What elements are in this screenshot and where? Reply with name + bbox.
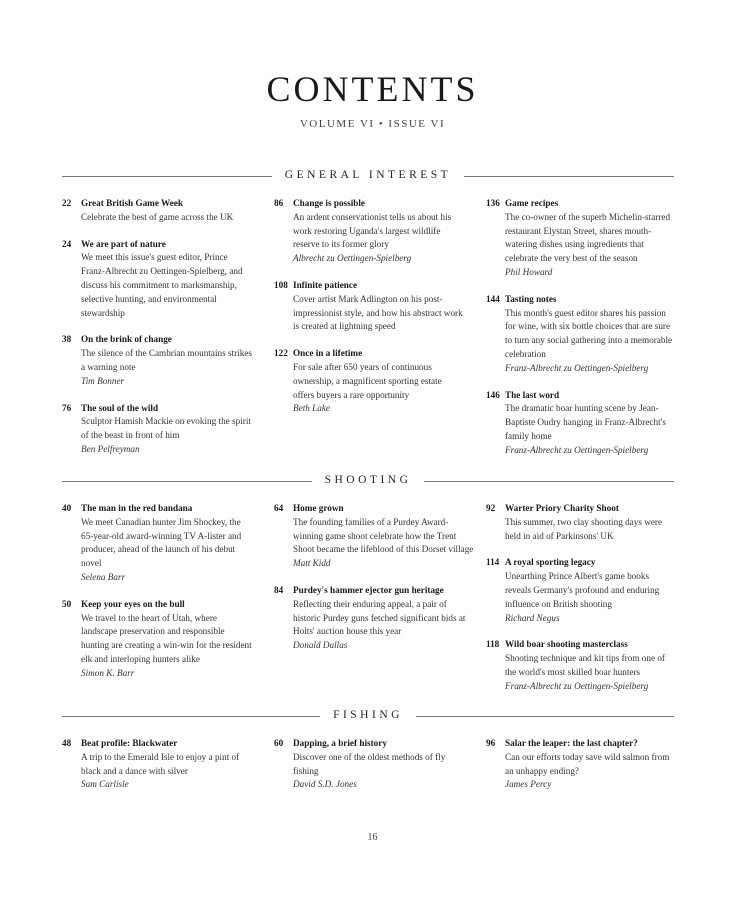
toc-article-description: Sculptor Hamish Mackie on evoking the spirit of the beast in front of him [81, 416, 251, 441]
toc-entry-heading [62, 238, 252, 252]
toc-entry-heading [274, 197, 464, 211]
toc-column [62, 737, 252, 805]
section-fishing [62, 709, 674, 790]
toc-entry-body [486, 402, 674, 457]
toc-entry [274, 737, 464, 792]
toc-entry [274, 347, 464, 416]
toc-page-number: 24 [62, 238, 72, 249]
toc-entry-body [274, 211, 464, 266]
toc-entry-body [486, 307, 674, 376]
toc-article-author: David S.D. Jones [293, 779, 357, 790]
toc-entry [486, 737, 674, 792]
issue-subtitle: VOLUME VI • ISSUE VI [299, 118, 446, 130]
toc-entry-body [274, 598, 474, 653]
toc-entry-body [62, 211, 252, 225]
toc-article-author: Sam Carlisle [81, 779, 129, 790]
toc-article-description: This month's guest editor shares his passion for wine, with six bottle choices that are sure to turn any social gathering into a memorable celebration [505, 307, 673, 359]
toc-page-number: 40 [62, 503, 72, 513]
toc-article-author: James Percy [505, 779, 552, 790]
toc-article-description: Shooting technique and kit tips from one of the world's most skilled boar hunters [505, 653, 665, 677]
toc-page-number: 64 [274, 503, 284, 513]
toc-entry [62, 502, 252, 585]
toc-entry [486, 293, 674, 376]
toc-entry [274, 197, 464, 266]
toc-page-number: 60 [274, 738, 284, 748]
toc-entry-body [62, 751, 252, 792]
toc-column [274, 737, 464, 805]
toc-article-author: Richard Negus [505, 612, 560, 623]
toc-article-author: Phil Howard [505, 266, 553, 277]
toc-article-title: Great British Game Week [81, 198, 183, 208]
toc-entry-heading [62, 333, 252, 347]
toc-column [62, 197, 252, 470]
toc-article-title: Home grown [293, 503, 344, 513]
toc-article-description: Can our efforts today save wild salmon from an unhappy ending? [505, 751, 670, 776]
toc-entry [62, 737, 252, 792]
section-header [62, 169, 674, 183]
toc-entry-body [274, 293, 464, 334]
toc-article-title: On the brink of change [81, 334, 172, 345]
toc-page-number: 48 [62, 738, 72, 748]
toc-article-description: We meet Canadian hunter Jim Shockey, the 65-year-old award-winning TV A-lister and producer, ahead of the launch of his debut novel [81, 516, 242, 569]
toc-article-title: Salar the leaper: the last chapter? [505, 738, 638, 748]
toc-entry-body [62, 612, 252, 681]
toc-article-title: Purdey's hammer ejector gun heritage [293, 584, 444, 595]
toc-article-author: Donald Dallas [293, 640, 348, 651]
toc-column [486, 737, 674, 805]
toc-page-number: 50 [62, 598, 72, 609]
toc-article-author: Tim Bonner [81, 375, 125, 386]
toc-page-number: 118 [486, 639, 500, 650]
toc-article-title: Change is possible [293, 198, 365, 208]
toc-entry-body [62, 251, 252, 320]
toc-entry-body [486, 211, 674, 280]
toc-entry [62, 238, 252, 321]
toc-entry-heading [62, 197, 252, 211]
toc-entry-body [62, 415, 252, 456]
toc-article-author: Beth Lake [293, 403, 330, 414]
toc-entry [62, 598, 252, 681]
toc-page-number: 76 [62, 402, 72, 413]
toc-entry [274, 502, 474, 571]
toc-article-title: The last word [505, 389, 560, 400]
toc-page-number: 146 [486, 389, 500, 400]
toc-article-title: We are part of nature [81, 238, 166, 249]
toc-article-description: Cover artist Mark Adlington on his post-impressionist style, and how his abstract work is created at lightning speed [293, 293, 463, 332]
toc-entry-body [486, 652, 674, 693]
toc-article-title: Game recipes [505, 198, 559, 208]
toc-article-title: Wild boar shooting masterclass [505, 639, 628, 650]
toc-article-description: Unearthing Prince Albert's game books reveals Germany's profound and enduring influence on British shooting [505, 571, 660, 609]
toc-article-title: Warter Priory Charity Shoot [505, 503, 619, 513]
toc-entry-heading [486, 197, 674, 211]
toc-entry-heading [486, 556, 674, 570]
toc-column [274, 197, 464, 429]
toc-article-title: Dapping, a brief history [293, 738, 387, 748]
toc-entry [274, 279, 464, 334]
toc-article-title: Keep your eyes on the bull [81, 598, 185, 609]
section-label: FISHING [333, 709, 403, 721]
toc-entry-body [486, 570, 674, 625]
toc-page-number: 108 [274, 279, 288, 290]
toc-article-description: For sale after 650 years of continuous ownership, a magnificent sporting estate offers buyers a rare opportunity [293, 361, 442, 400]
toc-article-description: Discover one of the oldest methods of fly fishing [293, 751, 446, 776]
toc-article-description: An ardent conservationist tells us about his work restoring Uganda's largest wildlife reserve to its former glory [293, 211, 452, 250]
toc-article-author: Ben Pelfreyman [81, 443, 140, 454]
page-number: 16 [367, 832, 378, 843]
toc-article-author: Franz-Albrecht zu Oettingen-Spielberg [505, 362, 649, 373]
toc-entry-heading [486, 389, 674, 403]
toc-article-author: Matt Kidd [293, 558, 331, 569]
toc-entry-heading [486, 293, 674, 307]
toc-page-number: 114 [486, 557, 500, 568]
section-shooting [62, 474, 674, 691]
section-label: GENERAL INTEREST [284, 169, 452, 181]
toc-article-description: The silence of the Cambrian mountains strikes a warning note [81, 348, 252, 372]
toc-entry-heading [274, 279, 464, 293]
toc-entry [486, 556, 674, 625]
toc-article-title: The man in the red bandana [81, 503, 193, 513]
toc-page-number: 144 [486, 293, 500, 304]
toc-article-author: Albrecht zu Oettingen-Spielberg [293, 253, 412, 264]
toc-entry-heading [486, 737, 674, 751]
toc-column [62, 502, 252, 694]
toc-article-author: Selena Barr [81, 571, 126, 582]
toc-entry-heading [274, 737, 464, 751]
toc-article-description: We meet this issue's guest editor, Prince Franz-Albrecht zu Oettingen-Spielberg, and discuss his commitment to marksmanship, selective hunting, and environmental stewardship [81, 252, 243, 318]
section-general-interest [62, 169, 674, 455]
toc-entry-body [274, 361, 464, 416]
toc-article-title: Beat profile: Blackwater [81, 738, 178, 748]
toc-article-title: The soul of the wild [81, 402, 159, 413]
toc-page-number: 22 [62, 198, 72, 208]
toc-entry-heading [274, 502, 474, 516]
toc-entry-heading [274, 347, 464, 361]
divider-rule [416, 716, 674, 717]
toc-article-description: This summer, two clay shooting days were held in aid of Parkinsons' UK [505, 516, 663, 541]
toc-article-description: The co-owner of the superb Michelin-starred restaurant Elystan Street, shares mouth-watering dishes using ingredients that celebrate the very best of the season [505, 211, 671, 264]
toc-column [274, 502, 474, 666]
toc-entry [486, 502, 674, 543]
toc-page-number: 86 [274, 198, 284, 208]
toc-column [486, 197, 674, 471]
toc-entry-heading [486, 502, 674, 516]
page-title: CONTENTS [266, 69, 479, 109]
toc-page-number: 96 [486, 738, 496, 748]
section-header [62, 709, 674, 723]
toc-article-title: Infinite patience [293, 279, 358, 290]
toc-article-title: Once in a lifetime [293, 348, 363, 359]
toc-entry-body [62, 347, 252, 388]
toc-entry [62, 333, 252, 388]
toc-article-description: The founding families of a Purdey Award-winning game shoot celebrate how the Trent Shoot became the lifeblood of this Dorset village [293, 516, 474, 555]
toc-entry [62, 402, 252, 457]
section-header [62, 474, 674, 488]
toc-entry [486, 389, 674, 458]
toc-page-number: 84 [274, 584, 284, 595]
toc-column [486, 502, 674, 707]
toc-entry-heading [62, 598, 252, 612]
toc-entry-body [486, 751, 674, 792]
toc-article-author: Franz-Albrecht zu Oettingen-Spielberg [505, 680, 649, 691]
toc-entry-heading [62, 502, 252, 516]
toc-entry-heading [62, 402, 252, 416]
toc-article-description: We travel to the heart of Utah, where landscape preservation and responsible hunting are creating a win-win for the resident elk and interloping hunters alike [81, 612, 252, 664]
section-label: SHOOTING [324, 474, 412, 486]
toc-entry-body [486, 516, 674, 544]
toc-article-author: Simon K. Barr [81, 667, 135, 678]
toc-entry-heading [274, 584, 474, 598]
toc-article-author: Franz-Albrecht zu Oettingen-Spielberg [505, 444, 649, 455]
toc-entry [62, 197, 252, 225]
toc-entry [274, 584, 474, 653]
divider-rule [464, 176, 674, 177]
toc-article-description: A trip to the Emerald Isle to enjoy a pint of black and a dance with silver [81, 751, 240, 776]
toc-entry-body [274, 516, 474, 571]
toc-entry [486, 197, 674, 280]
toc-entry [486, 638, 674, 693]
toc-page-number: 136 [486, 198, 500, 208]
toc-page-number: 38 [62, 334, 72, 345]
divider-rule [424, 481, 674, 482]
toc-article-title: A royal sporting legacy [505, 557, 596, 568]
toc-article-description: The dramatic boar hunting scene by Jean-Baptiste Oudry hanging in Franz-Albrecht's family home [505, 403, 666, 441]
toc-article-description: Celebrate the best of game across the UK [81, 211, 234, 222]
toc-entry-heading [62, 737, 252, 751]
toc-article-description: Reflecting their enduring appeal, a pair of historic Purdey guns fetched significant bids at Holts' auction house this year [293, 598, 466, 637]
toc-entry-body [62, 516, 252, 585]
toc-article-title: Tasting notes [505, 293, 557, 304]
toc-entry-heading [486, 638, 674, 652]
toc-page-number: 122 [274, 348, 288, 359]
toc-page-number: 92 [486, 503, 496, 513]
toc-entry-body [274, 751, 464, 792]
